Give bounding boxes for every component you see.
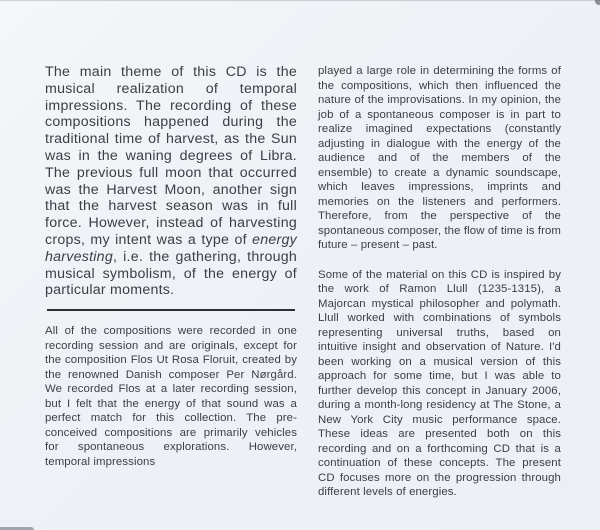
intro-paragraph	[45, 64, 297, 299]
scan-artifact-top-right	[595, 0, 600, 5]
intro-text-before-italic: The main theme of this CD is the musical realization of temporal impressions. The recording of these compositions happened during the traditional time of harvest, as the Sun was in the waning degrees of Libra. The previous full moon that occurred was the Harvest Moon, another sign that the harvest season was in full force. However, instead of harvesting crops, my intent was a type of	[45, 64, 297, 248]
recording-notes-paragraph: All of the compositions were recorded in one recording session and are originals, except for the composition Flos Ut Rosa Floruit, created by the renowned Danish composer Per Nørgård. We recorded Flos at a later recording session, but I felt that the energy of that sound was a perfect match for this collection. The pre-conceived compositions are primarily vehicles for spontaneous explorations. However, temporal impressions	[45, 325, 297, 468]
intro-text-after-italic: , i.e. the gathering, through musical symbolism, of the energy of particular moments.	[45, 248, 297, 299]
llull-paragraph: Some of the material on this CD is inspired by the work of Ramon Llull (1235-1315), a Majorcan mystical philosopher and polymath. Llull worked with combinations of symbols representing universal truths, based on intuitive insight and observation of Nature. I'd been working on a musical version of this approach for some time, but I was able to further develop this concept in January 2006, during a month-long residency at The Stone, a New York City music performance space. These ideas are presented both on this recording and on a forthcoming CD that is a continuation of these concepts. The present CD focuses more on the progression through different levels of energies.	[318, 268, 561, 498]
scan-edge-line	[0, 0, 600, 1]
left-text-column	[45, 64, 297, 469]
section-divider-line	[47, 309, 295, 311]
improvisation-paragraph: played a large role in determining the forms of the compositions, which then influenced the nature of the improvisations. In my opinion, the job of a spontaneous composer is in part to realize imagined expectations (constantly adjusting in dialogue with the energy of the audience and of the members of the ensemble) to create a dynamic soundscape, which leaves impressions, imprints and memories on the listeners and performers. Therefore, from the perspective of the spontaneous composer, the flow of time is from future – present – past.	[318, 65, 561, 251]
right-text-column	[318, 64, 561, 500]
intro-italic-phrase: energy harvesting	[45, 231, 297, 265]
